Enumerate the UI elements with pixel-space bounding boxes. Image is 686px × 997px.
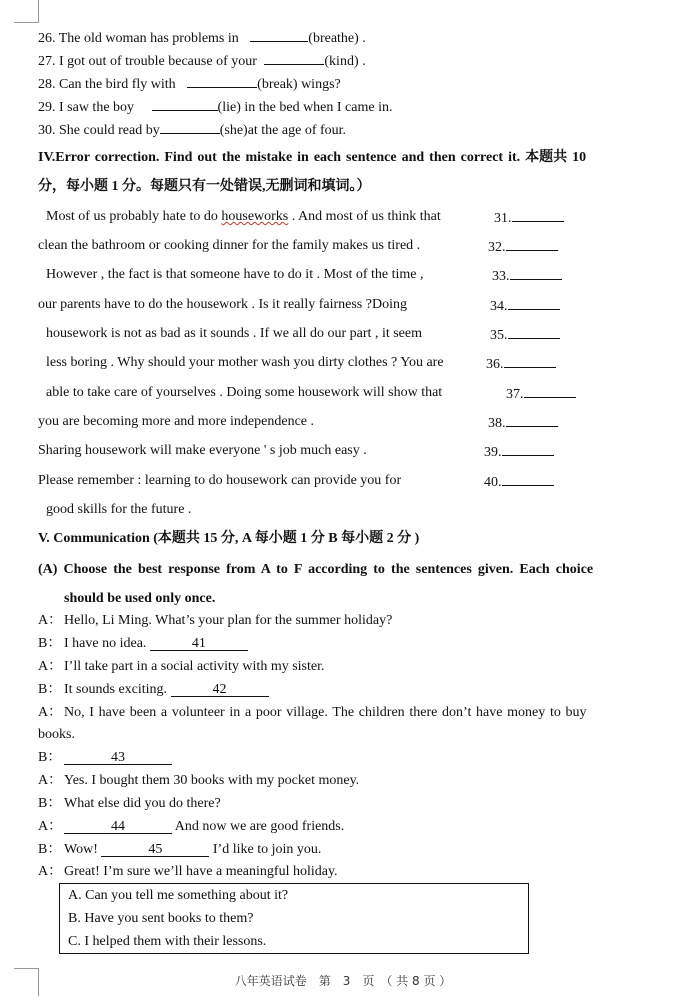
dialogue-line bbox=[38, 818, 344, 836]
speaker-label: A： bbox=[38, 819, 63, 834]
answer-33[interactable] bbox=[492, 266, 562, 285]
passage-line-32: clean the bathroom or cooking dinner for the family makes us tired . bbox=[38, 238, 421, 253]
answer-blank[interactable] bbox=[160, 120, 220, 134]
answer-blank[interactable] bbox=[502, 442, 554, 456]
dialogue-line bbox=[38, 612, 392, 630]
answer-34[interactable] bbox=[490, 296, 560, 315]
option-a: A. Can you tell me something about it? bbox=[68, 888, 289, 903]
question-text: 30. She could read by bbox=[38, 123, 160, 138]
dialogue-text: I’d like to join you. bbox=[212, 842, 322, 857]
dialogue-text: I’ll take part in a social activity with my sister. bbox=[64, 659, 325, 674]
question-text: 26. The old woman has problems in bbox=[38, 31, 239, 46]
dialogue-text: No, I have been a volunteer in a poor village. The children there don’t have money to buy bbox=[64, 705, 587, 720]
answer-35[interactable] bbox=[490, 325, 560, 344]
answer-36[interactable] bbox=[486, 354, 556, 373]
answer-number: 40. bbox=[484, 475, 502, 490]
passage-line-38: you are becoming more and more independence . bbox=[38, 414, 315, 429]
speaker-label: A： bbox=[38, 659, 63, 674]
answer-blank[interactable] bbox=[504, 354, 556, 368]
section-v-heading: V. Communication (本题共 15 分, A 每小题 1 分 B 每小题 2 分 ) bbox=[38, 531, 420, 546]
answer-blank[interactable] bbox=[250, 28, 308, 42]
bottom-left-corner-mark bbox=[14, 968, 39, 969]
answer-blank[interactable] bbox=[524, 384, 576, 398]
passage-line-37: able to take care of yourselves . Doing some housework will show that bbox=[46, 385, 443, 400]
answer-number: 38. bbox=[488, 416, 506, 431]
answer-blank-44[interactable]: 44 bbox=[64, 820, 172, 834]
word-hint: (kind) . bbox=[324, 54, 366, 69]
answer-39[interactable] bbox=[484, 442, 554, 461]
answer-32[interactable] bbox=[488, 237, 558, 256]
answer-blank[interactable] bbox=[508, 325, 560, 339]
answer-37[interactable] bbox=[506, 384, 576, 403]
dialogue-line bbox=[38, 795, 221, 813]
error-word: houseworks bbox=[221, 209, 289, 224]
answer-40[interactable] bbox=[484, 472, 554, 491]
speaker-label: B： bbox=[38, 750, 62, 765]
options-box bbox=[59, 883, 529, 954]
section-iv-heading: IV.Error correction. Find out the mistake in each sentence and then correct it. 本题共 10 bbox=[38, 150, 587, 165]
answer-blank[interactable] bbox=[512, 208, 564, 222]
answer-number: 32. bbox=[488, 240, 506, 255]
answer-31[interactable] bbox=[494, 208, 564, 227]
dialogue-line-cont: books. bbox=[38, 727, 75, 742]
top-left-corner-mark-h bbox=[14, 22, 39, 23]
dialogue-line bbox=[38, 681, 269, 699]
dialogue-line bbox=[38, 635, 248, 653]
dialogue-line bbox=[38, 749, 172, 767]
dialogue-text: Yes. I bought them 30 books with my pocket money. bbox=[64, 773, 360, 788]
passage-text: Most of us probably hate to do bbox=[46, 209, 222, 224]
word-hint: (breathe) . bbox=[308, 31, 366, 46]
question-30 bbox=[38, 120, 346, 140]
page-footer: 八年英语试卷 第 3 页 （ 共 8 页 ） bbox=[234, 974, 452, 988]
answer-blank-45[interactable]: 45 bbox=[101, 843, 209, 857]
question-28 bbox=[38, 74, 341, 94]
speaker-label: A： bbox=[38, 773, 63, 788]
answer-blank[interactable] bbox=[510, 266, 562, 280]
option-b: B. Have you sent books to them? bbox=[68, 911, 254, 926]
answer-blank-43[interactable]: 43 bbox=[64, 751, 172, 765]
passage-line-36: less boring . Why should your mother wash you dirty clothes ? You are bbox=[46, 355, 444, 370]
dialogue-text: It sounds exciting. bbox=[64, 682, 168, 697]
dialogue-line bbox=[38, 704, 587, 722]
answer-blank-41[interactable]: 41 bbox=[150, 637, 248, 651]
answer-blank-42[interactable]: 42 bbox=[171, 683, 269, 697]
answer-blank[interactable] bbox=[506, 237, 558, 251]
question-29 bbox=[38, 97, 392, 117]
question-text: 27. I got out of trouble because of your bbox=[38, 54, 257, 69]
dialogue-text: I have no idea. bbox=[64, 636, 147, 651]
answer-number: 34. bbox=[490, 299, 508, 314]
passage-line-34: our parents have to do the housework . Is it really fairness ?Doing bbox=[38, 297, 407, 312]
dialogue-text: Great! I’m sure we’ll have a meaningful holiday. bbox=[64, 864, 338, 879]
answer-number: 37. bbox=[506, 387, 524, 402]
speaker-label: A： bbox=[38, 705, 63, 720]
question-text: 29. I saw the boy bbox=[38, 100, 135, 115]
answer-number: 33. bbox=[492, 269, 510, 284]
speaker-label: B： bbox=[38, 636, 62, 651]
section-iv-heading-cont: 分，每小题 1 分。每题只有一处错误,无删词和填词。） bbox=[38, 179, 371, 194]
section-v-a-instructions: (A) Choose the best response from A to F according to the sentences given. Each choice bbox=[38, 562, 594, 577]
word-hint: (break) wings? bbox=[257, 77, 341, 92]
dialogue-line bbox=[38, 658, 325, 676]
question-27 bbox=[38, 51, 366, 71]
answer-blank[interactable] bbox=[508, 296, 560, 310]
word-hint: (lie) in the bed when I came in. bbox=[217, 100, 393, 115]
passage-line-39: Sharing housework will make everyone ' s job much easy . bbox=[38, 443, 367, 458]
question-26 bbox=[38, 28, 366, 48]
dialogue-text: Wow! bbox=[64, 842, 98, 857]
answer-number: 39. bbox=[484, 445, 502, 460]
speaker-label: A： bbox=[38, 864, 63, 879]
passage-line-33: However , the fact is that someone have to do it . Most of the time , bbox=[46, 267, 424, 282]
answer-blank[interactable] bbox=[152, 97, 218, 111]
passage-line-31 bbox=[46, 208, 441, 226]
word-hint: (she)at the age of four. bbox=[219, 123, 347, 138]
dialogue-text: And now we are good friends. bbox=[174, 819, 345, 834]
speaker-label: B： bbox=[38, 842, 62, 857]
top-left-corner-mark bbox=[38, 0, 39, 22]
answer-number: 36. bbox=[486, 357, 504, 372]
answer-blank[interactable] bbox=[187, 74, 257, 88]
passage-line-35: housework is not as bad as it sounds . If we all do our part , it seem bbox=[46, 326, 422, 341]
dialogue-line bbox=[38, 863, 338, 881]
answer-blank[interactable] bbox=[502, 472, 554, 486]
answer-number: 31. bbox=[494, 211, 512, 226]
question-text: 28. Can the bird fly with bbox=[38, 77, 176, 92]
answer-blank[interactable] bbox=[506, 413, 558, 427]
option-c: C. I helped them with their lessons. bbox=[68, 934, 267, 949]
speaker-label: B： bbox=[38, 796, 62, 811]
speaker-label: B： bbox=[38, 682, 62, 697]
passage-line-end: good skills for the future . bbox=[46, 502, 192, 517]
dialogue-text: What else did you do there? bbox=[64, 796, 221, 811]
dialogue-line bbox=[38, 841, 321, 859]
answer-38[interactable] bbox=[488, 413, 558, 432]
answer-number: 35. bbox=[490, 328, 508, 343]
answer-blank[interactable] bbox=[264, 51, 324, 65]
dialogue-line bbox=[38, 772, 359, 790]
section-v-a-instructions-cont: should be used only once. bbox=[64, 591, 216, 606]
passage-line-40: Please remember : learning to do housework can provide you for bbox=[38, 473, 402, 488]
speaker-label: A： bbox=[38, 613, 63, 628]
dialogue-text: Hello, Li Ming. What’s your plan for the summer holiday? bbox=[64, 613, 393, 628]
passage-text: . And most of us think that bbox=[288, 209, 441, 224]
